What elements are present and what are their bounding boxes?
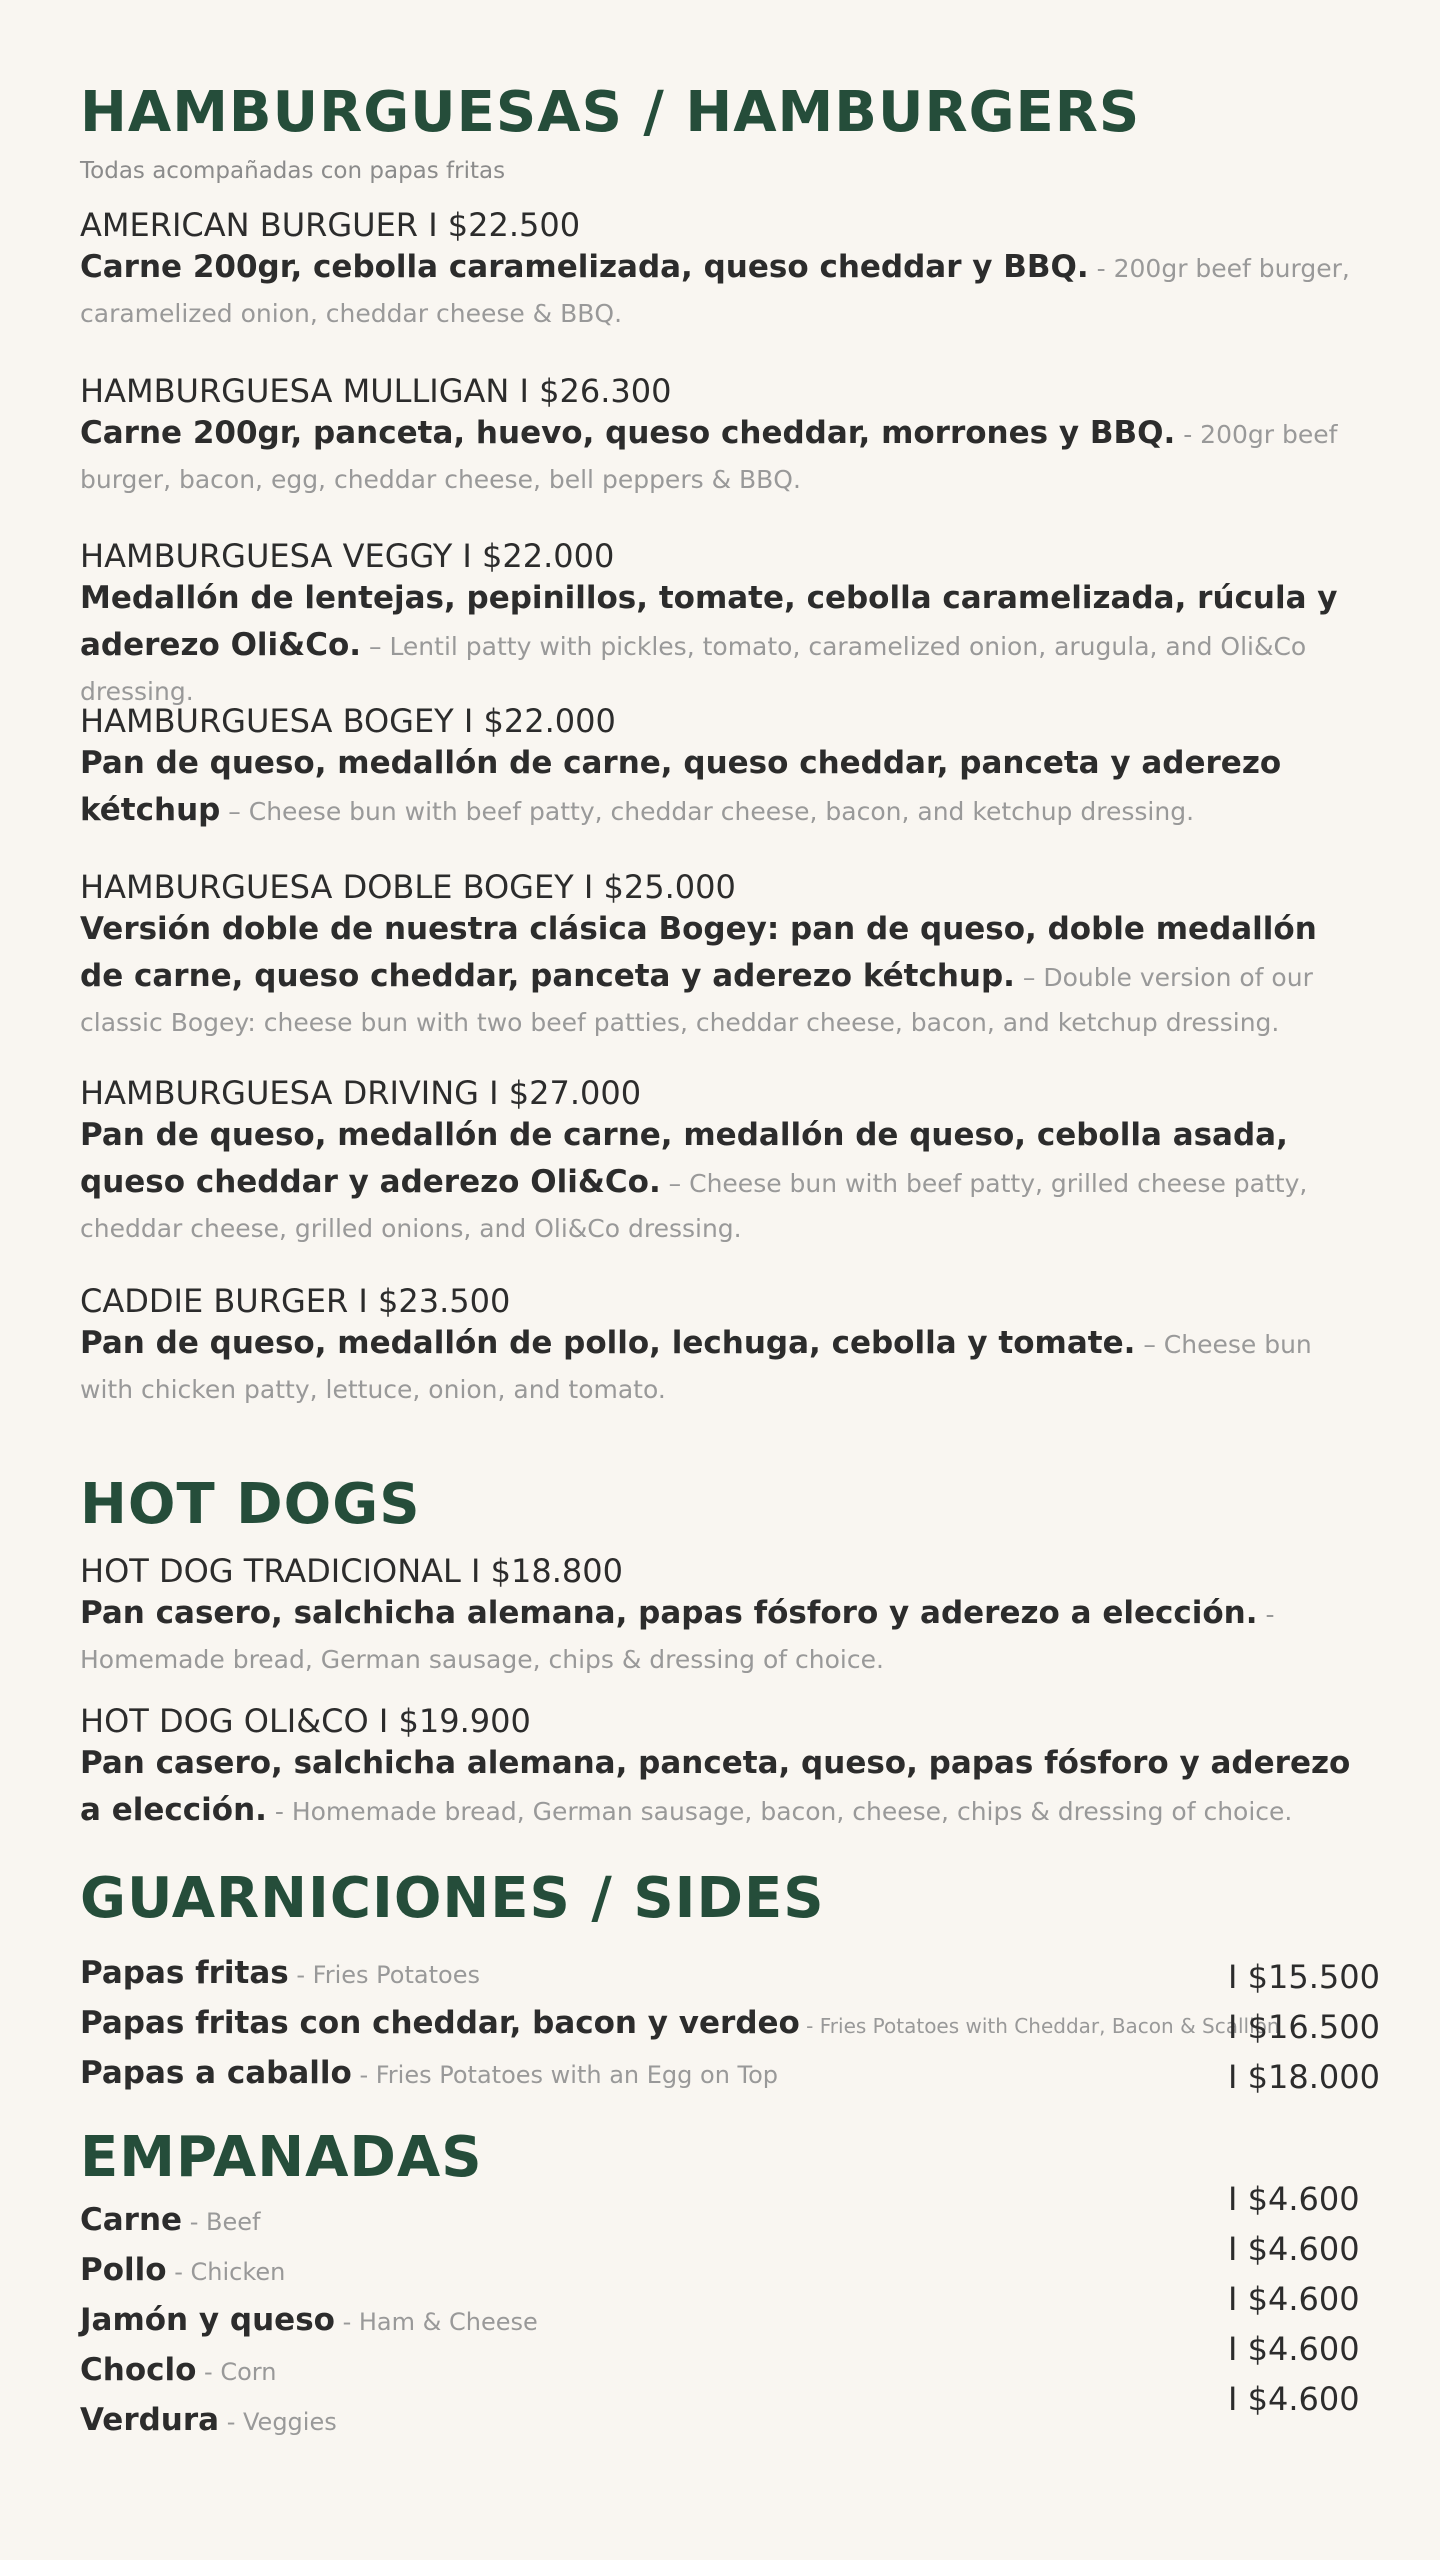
empanada-price: I $4.600 bbox=[1228, 2180, 1360, 2218]
empanada-name-en: - Veggies bbox=[219, 2408, 337, 2436]
side-name-es: Papas fritas bbox=[80, 1955, 289, 1991]
item-description-es: Carne 200gr, panceta, huevo, queso cheddar, morrones y BBQ. bbox=[80, 415, 1176, 451]
item-description-en: – Double version of our classic Bogey: cheese bun with two beef patties, cheddar cheese, bacon, and ketchup dressing. bbox=[80, 963, 1313, 1037]
empanada-item-verdura bbox=[80, 2397, 1370, 2443]
item-description-en: - Homemade bread, German sausage, chips & dressing of choice. bbox=[80, 1600, 1275, 1674]
item-description-en: - 200gr beef burger, caramelized onion, cheddar cheese & BBQ. bbox=[80, 254, 1350, 328]
empanada-item-carne bbox=[80, 2197, 1370, 2243]
item-description-es: Carne 200gr, cebolla caramelizada, queso cheddar y BBQ. bbox=[80, 249, 1089, 285]
empanada-name-en: - Ham & Cheese bbox=[334, 2308, 538, 2336]
item-description-es: Pan de queso, medallón de pollo, lechuga, cebolla y tomate. bbox=[80, 1325, 1136, 1361]
menu-item-hamburguesa-bogey bbox=[80, 700, 1370, 836]
menu-item-hamburguesa-driving bbox=[80, 1072, 1370, 1253]
item-description-es: Pan casero, salchicha alemana, papas fósforo y aderezo a elección. bbox=[80, 1595, 1258, 1631]
empanada-name-es: Verdura bbox=[80, 2402, 220, 2438]
item-name: HAMBURGUESA VEGGY I $22.000 bbox=[80, 537, 615, 575]
item-name: HOT DOG OLI&CO I $19.900 bbox=[80, 1702, 531, 1740]
item-description-en: – Cheese bun with chicken patty, lettuce, onion, and tomato. bbox=[80, 1330, 1312, 1404]
section-title-guarniciones: GUARNICIONES / SIDES bbox=[80, 1866, 825, 1931]
item-description-es: Versión doble de nuestra clásica Bogey: pan de queso, doble medallón de carne, queso cheddar, panceta y aderezo kétchup. bbox=[80, 911, 1317, 994]
item-name: HAMBURGUESA DOBLE BOGEY I $25.000 bbox=[80, 868, 736, 906]
item-description-en: – Cheese bun with beef patty, grilled cheese patty, cheddar cheese, grilled onions, and Oli&Co dressing. bbox=[80, 1169, 1308, 1243]
item-name: HOT DOG TRADICIONAL I $18.800 bbox=[80, 1552, 623, 1590]
item-name: HAMBURGUESA MULLIGAN I $26.300 bbox=[80, 372, 672, 410]
section-title-hot-dogs: HOT DOGS bbox=[80, 1472, 421, 1537]
empanada-name-en: - Chicken bbox=[166, 2258, 286, 2286]
item-name: CADDIE BURGER I $23.500 bbox=[80, 1282, 511, 1320]
empanada-name-es: Carne bbox=[80, 2202, 183, 2238]
empanada-name-es: Pollo bbox=[80, 2252, 167, 2288]
side-name-en: - Fries Potatoes with Cheddar, Bacon & Scallion bbox=[799, 2014, 1280, 2038]
item-name: HAMBURGUESA DRIVING I $27.000 bbox=[80, 1074, 642, 1112]
section-subtitle: Todas acompañadas con papas fritas bbox=[80, 158, 506, 184]
side-name-es: Papas fritas con cheddar, bacon y verdeo bbox=[80, 2005, 800, 2041]
side-item-papas-fritas bbox=[80, 1950, 1370, 1996]
item-name: AMERICAN BURGUER I $22.500 bbox=[80, 206, 581, 244]
item-description-en: - 200gr beef burger, bacon, egg, cheddar cheese, bell peppers & BBQ. bbox=[80, 420, 1338, 494]
menu-item-hamburguesa-doble-bogey bbox=[80, 866, 1370, 1047]
empanada-price: I $4.600 bbox=[1228, 2230, 1360, 2268]
menu-item-caddie-burger bbox=[80, 1280, 1370, 1414]
side-name-en: - Fries Potatoes with an Egg on Top bbox=[351, 2061, 779, 2089]
item-description-es: Pan de queso, medallón de carne, queso cheddar, panceta y aderezo kétchup bbox=[80, 745, 1282, 828]
empanada-price: I $4.600 bbox=[1228, 2330, 1360, 2368]
empanada-name-en: - Corn bbox=[196, 2358, 277, 2386]
empanada-item-pollo bbox=[80, 2247, 1370, 2293]
empanada-name-en: - Beef bbox=[182, 2208, 261, 2236]
empanada-item-choclo bbox=[80, 2347, 1370, 2393]
section-title-empanadas: EMPANADAS bbox=[80, 2125, 483, 2190]
empanada-price: I $4.600 bbox=[1228, 2380, 1360, 2418]
side-name-en: - Fries Potatoes bbox=[288, 1961, 480, 1989]
side-name-es: Papas a caballo bbox=[80, 2055, 352, 2091]
menu-item-hot-dog-tradicional bbox=[80, 1550, 1370, 1684]
item-description-en: – Cheese bun with beef patty, cheddar cheese, bacon, and ketchup dressing. bbox=[220, 797, 1195, 826]
menu-item-american-burguer bbox=[80, 204, 1370, 338]
item-description-en: - Homemade bread, German sausage, bacon, cheese, chips & dressing of choice. bbox=[266, 1797, 1293, 1826]
menu-item-hamburguesa-mulligan bbox=[80, 370, 1370, 504]
side-item-papas-cheddar bbox=[80, 2000, 1370, 2046]
side-price: I $18.000 bbox=[1228, 2058, 1380, 2096]
empanada-item-jamon-y-queso bbox=[80, 2297, 1370, 2343]
side-item-papas-a-caballo bbox=[80, 2050, 1370, 2096]
empanada-name-es: Choclo bbox=[80, 2352, 197, 2388]
item-description-es: Medallón de lentejas, pepinillos, tomate, cebolla caramelizada, rúcula y aderezo Oli&Co. bbox=[80, 580, 1338, 663]
empanada-price: I $4.600 bbox=[1228, 2280, 1360, 2318]
item-description-en: – Lentil patty with pickles, tomato, caramelized onion, arugula, and Oli&Co dressing. bbox=[80, 632, 1307, 706]
item-description-es: Pan casero, salchicha alemana, panceta, queso, papas fósforo y aderezo a elección. bbox=[80, 1745, 1351, 1828]
item-description-es: Pan de queso, medallón de carne, medallón de queso, cebolla asada, queso cheddar y aderezo Oli&Co. bbox=[80, 1117, 1288, 1200]
menu-item-hamburguesa-veggy bbox=[80, 535, 1370, 716]
side-price: I $15.500 bbox=[1228, 1958, 1380, 1996]
section-title-hamburguesas: HAMBURGUESAS / HAMBURGERS bbox=[80, 80, 1141, 145]
menu-item-hot-dog-oli-co bbox=[80, 1700, 1370, 1836]
item-name: HAMBURGUESA BOGEY I $22.000 bbox=[80, 702, 616, 740]
empanada-name-es: Jamón y queso bbox=[80, 2302, 335, 2338]
side-price: I $16.500 bbox=[1228, 2008, 1380, 2046]
